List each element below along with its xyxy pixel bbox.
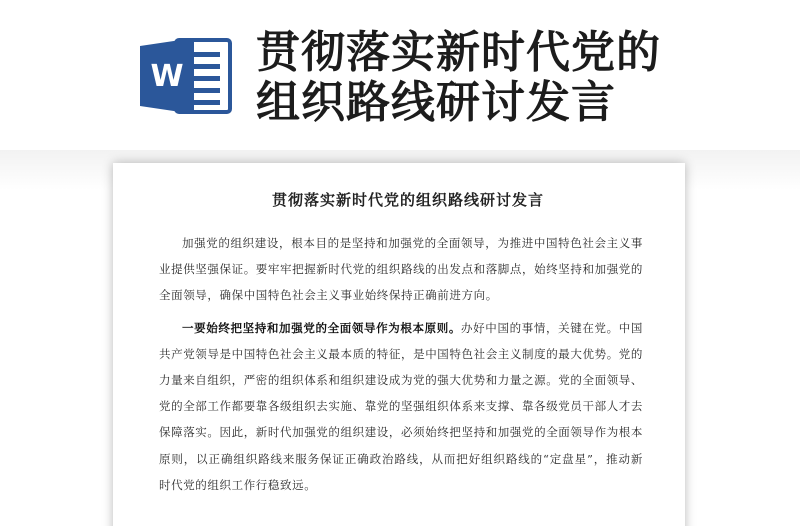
banner-title [256, 28, 661, 128]
header-banner [0, 0, 800, 150]
paragraph-body: 办好中国的事情，关键在党。中国共产党领导是中国特色社会主义最本质的特征，是中国特色社会主义制度的最大优势。党的力量来自组织，严密的组织体系和组织建设成为党的强大优势和力量之源。党的全面领导、党的全部工作都要靠各级组织去实施、靠党的坚强组织体系来支撑、靠各级党员干部人才去保障落实。因此，新时代加强党的组织建设，必须始终把坚持和加强党的全面领导作为根本原则，以正确组织路线来服务保证正确政治路线，从而把好组织路线的“定盘星”，推动新时代党的组织工作行稳致远。 [159, 320, 643, 492]
word-doc-icon [138, 36, 238, 116]
document-title: 贯彻落实新时代党的组织路线研讨发言 [271, 191, 544, 209]
banner-title-line1: 贯彻落实新时代党的 [256, 27, 661, 78]
paragraph-principle-one [159, 315, 643, 498]
document-page [113, 163, 685, 526]
paragraph-heading-bold: 一要始终把坚持和加强党的全面领导作为根本原则。 [182, 320, 462, 335]
word-logo-letter: W [150, 59, 184, 94]
banner-title-line2: 组织路线研讨发言 [256, 77, 616, 128]
paragraph-intro: 加强党的组织建设，根本目的是坚持和加强党的全面领导，为推进中国特色社会主义事业提供坚强保证。要牢牢把握新时代党的组织路线的出发点和落脚点，始终坚持和加强党的全面领导，确保中国特色社会主义事业始终保持正确前进方向。 [159, 236, 643, 303]
